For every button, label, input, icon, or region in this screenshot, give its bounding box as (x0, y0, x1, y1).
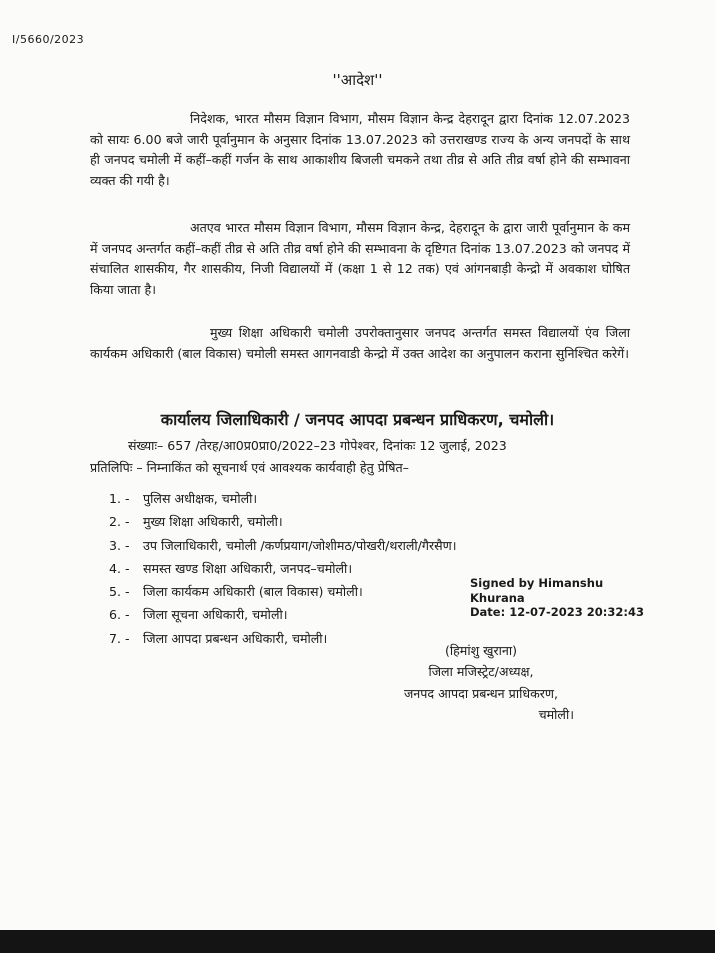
list-item-text: मुख्य शिक्षा अधिकारी, चमोली। (143, 514, 283, 530)
reference-line: संख्याः– 657 /तेरह/आ0प्र0प्रा0/2022–23 गोपेश्वर, दिनांकः 12 जुलाई, 2023 (128, 438, 507, 453)
list-item-number: 7. - (109, 630, 130, 646)
signer-name: (हिमांशु खुराना) (444, 643, 518, 658)
bottom-bar (0, 930, 715, 953)
paragraph-forecast: निदेशक, भारत मौसम विज्ञान विभाग, मौसम विज्ञान केन्द्र देहरादून द्वारा दिनांक 12.07.2023 को सायः 6.00 बजे जारी पूर्वानुमान के अनुसार दिनांक 13.07.2023 को उत्तराखण्ड राज्य के अन्य जनपदों के साथ ही जनपद चमोली में कहीं–कहीं गर्जन के साथ आकाशीय बिजली चमकने तथा तीव्र से अति तीव्र वर्षा होने की सम्भावना व्यक्त की गयी है। (90, 111, 630, 189)
list-item-text: पुलिस अधीक्षक, चमोली। (143, 491, 258, 506)
paragraph-holiday-order: अतएव भारत मौसम विज्ञान विभाग, मौसम विज्ञान केन्द्र, देहरादून के द्वारा जारी पूर्वानुमान के कम में जनपद अन्तर्गत कहीं–कहीं तीव्र से अति तीव्र वर्षा होने की सम्भावना के दृष्टिगत दिनांक 13.07.2023 को जनपद में संचालित शासकीय, गैर शासकीय, निजी विद्यालयों में (कक्षा 1 से 12 तक) एवं आंगनबाड़ी केन्द्रो में अवकाश घोषित किया जाता है। (90, 220, 630, 298)
list-item-text: उप जिलाधिकारी, चमोली /कर्णप्रयाग/जोशीमठ/पोखरी/थराली/गैरसैण। (143, 537, 457, 553)
signer-organization: जनपद आपदा प्रबन्धन प्राधिकरण, (403, 685, 559, 701)
list-item-number: 1. - (109, 491, 130, 506)
digital-signature-stamp (470, 576, 644, 620)
list-item (109, 487, 457, 510)
list-item (109, 603, 457, 626)
signer-designation: जिला मजिस्ट्रेट/अध्यक्ष, (428, 664, 534, 680)
list-item-number: 6. - (109, 607, 130, 623)
list-item-text: जिला कार्यकम अधिकारी (बाल विकास) चमोली। (143, 584, 363, 600)
list-item-number: 3. - (109, 537, 130, 553)
distribution-list (109, 487, 457, 650)
reference-number: I/5660/2023 (12, 33, 85, 46)
list-item (109, 580, 457, 603)
signer-place: चमोली। (538, 706, 574, 722)
list-item-number: 2. - (109, 514, 130, 530)
list-item-text: जिला सूचना अधिकारी, चमोली। (143, 607, 288, 623)
office-heading: कार्यालय जिलाधिकारी / जनपद आपदा प्रबन्धन प्राधिकरण, चमोली। (160, 410, 555, 429)
copy-line: प्रतिलिपिः – निम्नाकिंत को सूचनार्थ एवं आवश्यक कार्यवाही हेतु प्रेषित– (90, 460, 409, 475)
signature-line-surname: Khurana (470, 590, 525, 605)
page-title: ''आदेश'' (332, 71, 383, 89)
list-item (109, 557, 457, 580)
list-item (109, 510, 457, 533)
signature-line-name: Signed by Himanshu (470, 576, 604, 590)
list-item-number: 5. - (109, 584, 130, 600)
list-item (109, 534, 457, 557)
list-item-number: 4. - (109, 560, 130, 576)
paragraph-compliance: मुख्य शिक्षा अधिकारी चमोली उपरोक्तानुसार जनपद अन्तर्गत समस्त विद्यालयों एंव जिला कार्यकम अधिकारी (बाल विकास) चमोली समस्त आगनवाडी केन्द्रो में उक्त आदेश का अनुपालन कराना सुनिश्चित करेगें। (90, 325, 630, 361)
signature-line-date: Date: 12-07-2023 20:32:43 (470, 605, 644, 619)
signer-block (380, 640, 582, 725)
list-item-text: समस्त खण्ड शिक्षा अधिकारी, जनपद–चमोली। (143, 560, 353, 576)
list-item-text: जिला आपदा प्रबन्धन अधिकारी, चमोली। (143, 630, 328, 646)
